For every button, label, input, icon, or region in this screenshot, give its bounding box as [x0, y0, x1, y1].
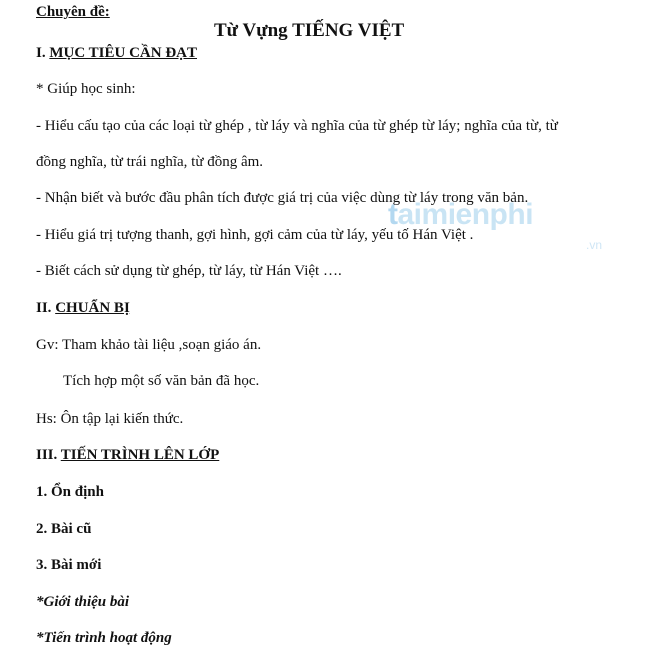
section1-line: - Hiểu cấu tạo của các loại từ ghép , từ láy và nghĩa của từ ghép từ láy; nghĩa của từ, từ: [36, 118, 558, 134]
section2-title: CHUẨN BỊ: [55, 300, 130, 316]
teacher-prep-note: Tích hợp một số văn bản đã học.: [63, 373, 260, 389]
section1-line: - Biết cách sử dụng từ ghép, từ láy, từ Hán Việt ….: [36, 263, 342, 279]
section1-number: I.: [36, 45, 46, 61]
section3-heading: [36, 446, 219, 464]
student-prep: Hs: Ôn tập lại kiến thức.: [36, 411, 184, 427]
watermark-brand-t: t: [388, 198, 398, 231]
watermark-domain: .vn: [586, 238, 603, 252]
section1-title: MỤC TIÊU CẦN ĐẠT: [49, 45, 197, 61]
lesson-activities: *Tiến trình hoạt động: [36, 630, 172, 646]
topic-label: Chuyên đề:: [36, 4, 110, 20]
page-title: Từ Vựng TIẾNG VIỆT: [214, 20, 405, 41]
section1-line: đồng nghĩa, từ trái nghĩa, từ đồng âm.: [36, 154, 264, 170]
step-old-lesson: 2. Bài cũ: [36, 521, 92, 537]
section1-line: - Nhận biết và bước đầu phân tích được giá trị của việc dùng từ láy trong văn bản.: [36, 190, 529, 206]
section1-line: - Hiểu giá trị tượng thanh, gợi hình, gợi cảm của từ láy, yếu tố Hán Việt .: [36, 227, 474, 243]
watermark-logo: [388, 198, 603, 252]
section3-number: III.: [36, 447, 58, 463]
lesson-intro: *Giới thiệu bài: [36, 594, 130, 610]
step-new-lesson: 3. Bài mới: [36, 557, 102, 573]
section1-heading: [36, 44, 197, 62]
teacher-prep: Gv: Tham khảo tài liệu ,soạn giáo án.: [36, 337, 262, 353]
section2-heading: [36, 299, 130, 317]
section1-intro: * Giúp học sinh:: [36, 81, 136, 97]
section3-title: TIẾN TRÌNH LÊN LỚP: [60, 447, 220, 463]
section2-number: II.: [36, 300, 52, 316]
step-stabilize: 1. Ổn định: [36, 484, 104, 500]
watermark-brand-text: aimienphi: [397, 198, 534, 231]
